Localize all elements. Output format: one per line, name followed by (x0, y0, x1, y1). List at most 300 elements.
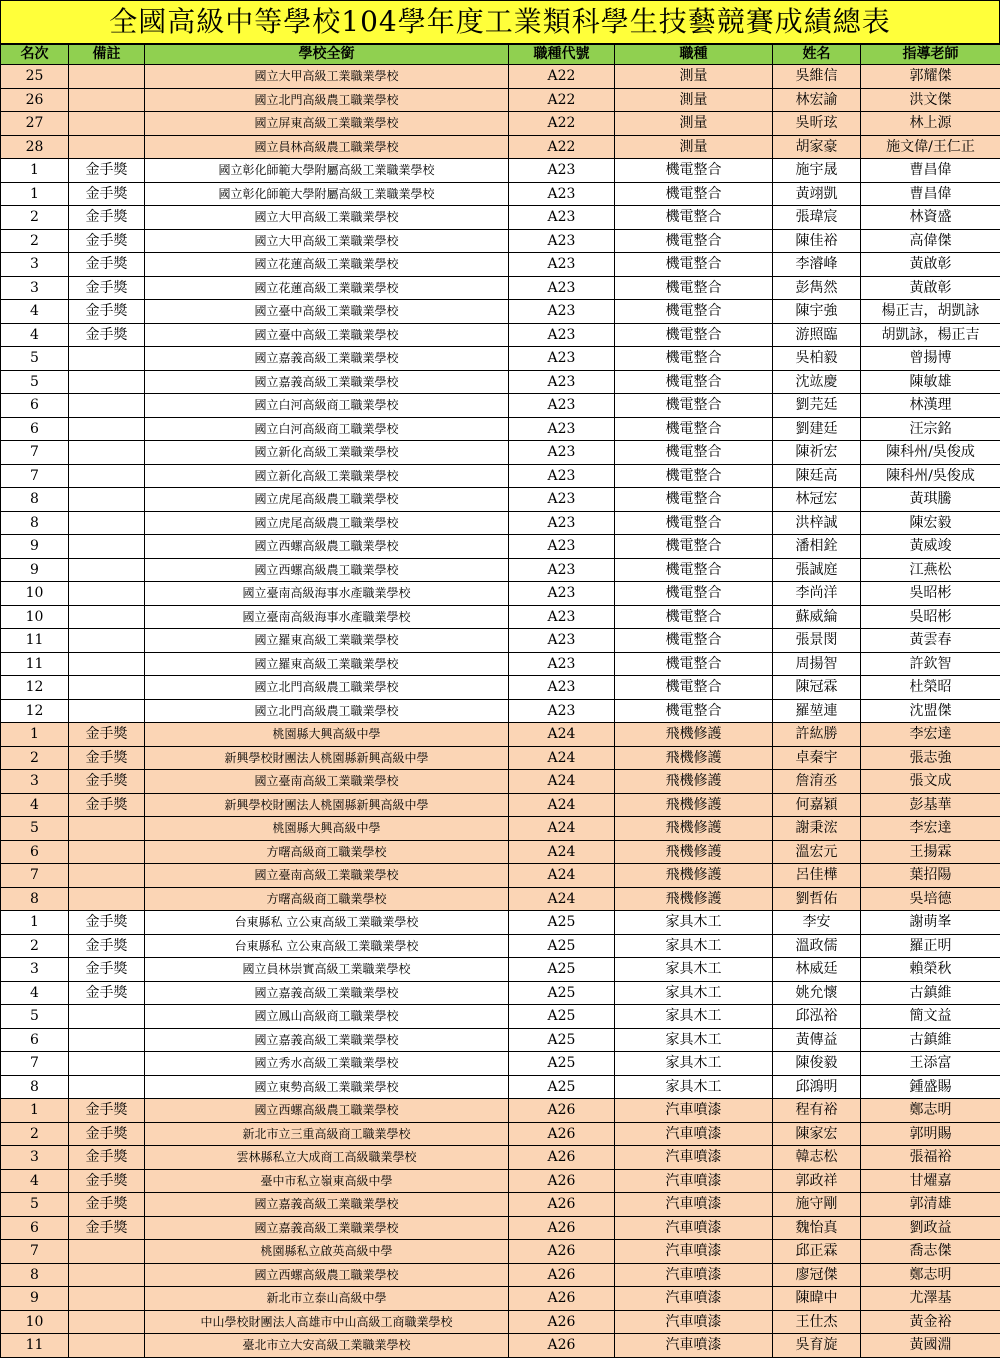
note-cell (69, 135, 145, 159)
header-teacher: 指導老師 (861, 45, 1000, 65)
note-cell: 金手獎 (69, 1193, 145, 1217)
name-cell: 李安 (773, 911, 861, 935)
trade-cell: 機電整合 (615, 511, 773, 535)
name-cell: 黃傳益 (773, 1028, 861, 1052)
note-cell: 金手獎 (69, 276, 145, 300)
note-cell (69, 676, 145, 700)
name-cell: 張瑋宸 (773, 206, 861, 230)
trade-cell: 機電整合 (615, 676, 773, 700)
code-cell: A23 (509, 629, 615, 653)
trade-cell: 機電整合 (615, 206, 773, 230)
note-cell: 金手獎 (69, 770, 145, 794)
table-row (1, 65, 1000, 89)
teacher-cell: 尤澤基 (861, 1287, 1000, 1311)
teacher-cell: 杜榮昭 (861, 676, 1000, 700)
page-title: 全國高級中等學校104學年度工業類科學生技藝競賽成績總表 (0, 0, 1000, 44)
school-cell: 國立員林崇實高級工業職業學校 (145, 958, 509, 982)
code-cell: A23 (509, 206, 615, 230)
trade-cell: 汽車噴漆 (615, 1287, 773, 1311)
code-cell: A26 (509, 1240, 615, 1264)
note-cell (69, 605, 145, 629)
school-cell: 國立嘉義高級工業職業學校 (145, 370, 509, 394)
table-row (1, 676, 1000, 700)
teacher-cell: 曹昌偉 (861, 182, 1000, 206)
rank-cell: 3 (1, 958, 69, 982)
code-cell: A23 (509, 182, 615, 206)
teacher-cell: 郭明賜 (861, 1122, 1000, 1146)
school-cell: 國立秀水高級工業職業學校 (145, 1052, 509, 1076)
name-cell: 劉哲佑 (773, 887, 861, 911)
name-cell: 張誠庭 (773, 558, 861, 582)
rank-cell: 6 (1, 1216, 69, 1240)
trade-cell: 機電整合 (615, 582, 773, 606)
trade-cell: 家具木工 (615, 958, 773, 982)
trade-cell: 家具木工 (615, 1075, 773, 1099)
school-cell: 國立新化高級工業職業學校 (145, 441, 509, 465)
code-cell: A23 (509, 159, 615, 183)
rank-cell: 3 (1, 1146, 69, 1170)
note-cell (69, 88, 145, 112)
name-cell: 姚允懷 (773, 981, 861, 1005)
name-cell: 吳昕玹 (773, 112, 861, 136)
table-row (1, 793, 1000, 817)
school-cell: 新興學校財團法人桃園縣新興高級中學 (145, 746, 509, 770)
school-cell: 國立新化高級工業職業學校 (145, 464, 509, 488)
code-cell: A23 (509, 511, 615, 535)
table-row (1, 88, 1000, 112)
school-cell: 國立臺南高級海事水產職業學校 (145, 605, 509, 629)
rank-cell: 9 (1, 558, 69, 582)
school-cell: 國立臺南高級海事水產職業學校 (145, 582, 509, 606)
teacher-cell: 鄭志明 (861, 1099, 1000, 1123)
table-row (1, 300, 1000, 324)
table-row (1, 1075, 1000, 1099)
note-cell (69, 65, 145, 89)
school-cell: 方曙高級商工職業學校 (145, 887, 509, 911)
rank-cell: 11 (1, 652, 69, 676)
teacher-cell: 洪文傑 (861, 88, 1000, 112)
trade-cell: 家具木工 (615, 981, 773, 1005)
name-cell: 許紘勝 (773, 723, 861, 747)
code-cell: A23 (509, 323, 615, 347)
header-note: 備註 (69, 45, 145, 65)
name-cell: 詹淯丞 (773, 770, 861, 794)
teacher-cell: 高偉傑 (861, 229, 1000, 253)
code-cell: A24 (509, 793, 615, 817)
rank-cell: 4 (1, 793, 69, 817)
note-cell (69, 347, 145, 371)
rank-cell: 1 (1, 723, 69, 747)
teacher-cell: 胡凱詠，楊正吉 (861, 323, 1000, 347)
trade-cell: 機電整合 (615, 182, 773, 206)
note-cell (69, 629, 145, 653)
code-cell: A23 (509, 464, 615, 488)
name-cell: 何嘉穎 (773, 793, 861, 817)
rank-cell: 27 (1, 112, 69, 136)
code-cell: A23 (509, 535, 615, 559)
teacher-cell: 曹昌偉 (861, 159, 1000, 183)
rank-cell: 7 (1, 441, 69, 465)
code-cell: A23 (509, 652, 615, 676)
teacher-cell: 張志強 (861, 746, 1000, 770)
note-cell: 金手獎 (69, 958, 145, 982)
teacher-cell: 陳科州/吳俊成 (861, 441, 1000, 465)
teacher-cell: 張文成 (861, 770, 1000, 794)
code-cell: A23 (509, 229, 615, 253)
rank-cell: 7 (1, 864, 69, 888)
code-cell: A22 (509, 135, 615, 159)
table-row (1, 1193, 1000, 1217)
teacher-cell: 吳昭彬 (861, 605, 1000, 629)
trade-cell: 家具木工 (615, 1005, 773, 1029)
name-cell: 邱鴻明 (773, 1075, 861, 1099)
school-cell: 國立北門高級農工職業學校 (145, 676, 509, 700)
school-cell: 國立羅東高級工業職業學校 (145, 652, 509, 676)
teacher-cell: 賴榮秋 (861, 958, 1000, 982)
name-cell: 廖冠傑 (773, 1263, 861, 1287)
trade-cell: 家具木工 (615, 1028, 773, 1052)
trade-cell: 汽車噴漆 (615, 1334, 773, 1358)
code-cell: A25 (509, 1005, 615, 1029)
school-cell: 新興學校財團法人桃園縣新興高級中學 (145, 793, 509, 817)
trade-cell: 機電整合 (615, 229, 773, 253)
trade-cell: 汽車噴漆 (615, 1169, 773, 1193)
school-cell: 中山學校財團法人高雄市中山高級工商職業學校 (145, 1310, 509, 1334)
teacher-cell: 王揚霖 (861, 840, 1000, 864)
table-row (1, 511, 1000, 535)
table-row (1, 1310, 1000, 1334)
name-cell: 李尚洋 (773, 582, 861, 606)
trade-cell: 汽車噴漆 (615, 1216, 773, 1240)
name-cell: 林宏諭 (773, 88, 861, 112)
table-row (1, 535, 1000, 559)
rank-cell: 12 (1, 676, 69, 700)
trade-cell: 家具木工 (615, 934, 773, 958)
school-cell: 新北市立泰山高級中學 (145, 1287, 509, 1311)
trade-cell: 機電整合 (615, 253, 773, 277)
teacher-cell: 黃威竣 (861, 535, 1000, 559)
table-row (1, 582, 1000, 606)
teacher-cell: 李宏達 (861, 817, 1000, 841)
table-row (1, 558, 1000, 582)
table-row (1, 229, 1000, 253)
table-row (1, 1028, 1000, 1052)
table-row (1, 723, 1000, 747)
name-cell: 林冠宏 (773, 488, 861, 512)
table-body (1, 65, 1000, 1358)
name-cell: 劉建廷 (773, 417, 861, 441)
code-cell: A26 (509, 1193, 615, 1217)
school-cell: 國立臺南高級工業職業學校 (145, 770, 509, 794)
teacher-cell: 鍾盛賜 (861, 1075, 1000, 1099)
name-cell: 陳祈宏 (773, 441, 861, 465)
rank-cell: 1 (1, 1099, 69, 1123)
table-row (1, 981, 1000, 1005)
rank-cell: 6 (1, 1028, 69, 1052)
header-row (1, 45, 1000, 65)
table-row (1, 253, 1000, 277)
name-cell: 施宇晟 (773, 159, 861, 183)
rank-cell: 7 (1, 1052, 69, 1076)
table-row (1, 417, 1000, 441)
table-row (1, 1240, 1000, 1264)
teacher-cell: 林資盛 (861, 206, 1000, 230)
school-cell: 國立嘉義高級工業職業學校 (145, 981, 509, 1005)
rank-cell: 4 (1, 981, 69, 1005)
code-cell: A23 (509, 370, 615, 394)
rank-cell: 11 (1, 1334, 69, 1358)
trade-cell: 飛機修護 (615, 887, 773, 911)
table-row (1, 464, 1000, 488)
code-cell: A23 (509, 441, 615, 465)
trade-cell: 機電整合 (615, 347, 773, 371)
teacher-cell: 黃國淵 (861, 1334, 1000, 1358)
code-cell: A23 (509, 253, 615, 277)
code-cell: A24 (509, 723, 615, 747)
rank-cell: 8 (1, 488, 69, 512)
school-cell: 國立彰化師範大學附屬高級工業職業學校 (145, 159, 509, 183)
school-cell: 國立北門高級農工職業學校 (145, 88, 509, 112)
trade-cell: 飛機修護 (615, 723, 773, 747)
code-cell: A23 (509, 699, 615, 723)
code-cell: A23 (509, 417, 615, 441)
note-cell: 金手獎 (69, 159, 145, 183)
trade-cell: 機電整合 (615, 464, 773, 488)
rank-cell: 1 (1, 911, 69, 935)
table-row (1, 840, 1000, 864)
school-cell: 國立嘉義高級工業職業學校 (145, 347, 509, 371)
code-cell: A25 (509, 1052, 615, 1076)
school-cell: 國立鳳山高級商工職業學校 (145, 1005, 509, 1029)
school-cell: 國立嘉義高級工業職業學校 (145, 1216, 509, 1240)
code-cell: A26 (509, 1122, 615, 1146)
note-cell (69, 394, 145, 418)
school-cell: 國立虎尾高級農工職業學校 (145, 488, 509, 512)
note-cell: 金手獎 (69, 981, 145, 1005)
code-cell: A22 (509, 112, 615, 136)
table-row (1, 206, 1000, 230)
results-table (0, 44, 1000, 1358)
name-cell: 陳佳裕 (773, 229, 861, 253)
name-cell: 彭雋然 (773, 276, 861, 300)
name-cell: 邱正霖 (773, 1240, 861, 1264)
school-cell: 國立白河高級商工職業學校 (145, 417, 509, 441)
trade-cell: 飛機修護 (615, 770, 773, 794)
table-row (1, 887, 1000, 911)
code-cell: A25 (509, 958, 615, 982)
code-cell: A25 (509, 981, 615, 1005)
code-cell: A24 (509, 770, 615, 794)
teacher-cell: 古鎮維 (861, 981, 1000, 1005)
school-cell: 新北市立三重高級商工職業學校 (145, 1122, 509, 1146)
rank-cell: 5 (1, 1005, 69, 1029)
table-row (1, 699, 1000, 723)
school-cell: 雲林縣私立大成商工高級職業學校 (145, 1146, 509, 1170)
table-row (1, 1052, 1000, 1076)
name-cell: 謝秉浤 (773, 817, 861, 841)
name-cell: 羅堃連 (773, 699, 861, 723)
table-row (1, 1169, 1000, 1193)
rank-cell: 6 (1, 417, 69, 441)
name-cell: 卓秦宇 (773, 746, 861, 770)
rank-cell: 4 (1, 1169, 69, 1193)
rank-cell: 5 (1, 370, 69, 394)
trade-cell: 機電整合 (615, 441, 773, 465)
school-cell: 桃園縣大興高級中學 (145, 723, 509, 747)
table-row (1, 958, 1000, 982)
table-row (1, 394, 1000, 418)
name-cell: 黃翊凱 (773, 182, 861, 206)
note-cell: 金手獎 (69, 1216, 145, 1240)
teacher-cell: 鄭志明 (861, 1263, 1000, 1287)
school-cell: 桃園縣私立啟英高級中學 (145, 1240, 509, 1264)
trade-cell: 機電整合 (615, 159, 773, 183)
rank-cell: 2 (1, 1122, 69, 1146)
school-cell: 國立西螺高級農工職業學校 (145, 1263, 509, 1287)
school-cell: 國立大甲高級工業職業學校 (145, 65, 509, 89)
rank-cell: 25 (1, 65, 69, 89)
trade-cell: 家具木工 (615, 911, 773, 935)
note-cell: 金手獎 (69, 323, 145, 347)
table-row (1, 770, 1000, 794)
code-cell: A26 (509, 1263, 615, 1287)
name-cell: 溫宏元 (773, 840, 861, 864)
trade-cell: 機電整合 (615, 394, 773, 418)
name-cell: 張景閔 (773, 629, 861, 653)
school-cell: 國立臺中高級工業職業學校 (145, 300, 509, 324)
name-cell: 李濬峰 (773, 253, 861, 277)
note-cell (69, 699, 145, 723)
school-cell: 臺中市私立嶺東高級中學 (145, 1169, 509, 1193)
teacher-cell: 林上源 (861, 112, 1000, 136)
note-cell (69, 1075, 145, 1099)
table-row (1, 159, 1000, 183)
trade-cell: 飛機修護 (615, 817, 773, 841)
teacher-cell: 楊正吉，胡凱詠 (861, 300, 1000, 324)
code-cell: A26 (509, 1334, 615, 1358)
teacher-cell: 陳宏毅 (861, 511, 1000, 535)
teacher-cell: 陳敏雄 (861, 370, 1000, 394)
name-cell: 陳宇強 (773, 300, 861, 324)
name-cell: 呂佳樺 (773, 864, 861, 888)
note-cell (69, 511, 145, 535)
code-cell: A24 (509, 817, 615, 841)
teacher-cell: 吳培德 (861, 887, 1000, 911)
table-row (1, 112, 1000, 136)
code-cell: A26 (509, 1169, 615, 1193)
rank-cell: 4 (1, 323, 69, 347)
name-cell: 陳廷高 (773, 464, 861, 488)
note-cell: 金手獎 (69, 1146, 145, 1170)
table-row (1, 441, 1000, 465)
school-cell: 國立臺南高級工業職業學校 (145, 864, 509, 888)
trade-cell: 汽車噴漆 (615, 1146, 773, 1170)
note-cell (69, 488, 145, 512)
note-cell (69, 817, 145, 841)
teacher-cell: 古鎮維 (861, 1028, 1000, 1052)
code-cell: A22 (509, 65, 615, 89)
teacher-cell: 陳科州/吳俊成 (861, 464, 1000, 488)
note-cell: 金手獎 (69, 746, 145, 770)
teacher-cell: 黃金裕 (861, 1310, 1000, 1334)
name-cell: 陳冠霖 (773, 676, 861, 700)
school-cell: 國立嘉義高級工業職業學校 (145, 1028, 509, 1052)
note-cell: 金手獎 (69, 229, 145, 253)
note-cell (69, 1028, 145, 1052)
note-cell (69, 1240, 145, 1264)
note-cell (69, 582, 145, 606)
rank-cell: 2 (1, 934, 69, 958)
rank-cell: 8 (1, 887, 69, 911)
code-cell: A24 (509, 887, 615, 911)
name-cell: 胡家豪 (773, 135, 861, 159)
name-cell: 劉芫廷 (773, 394, 861, 418)
note-cell: 金手獎 (69, 253, 145, 277)
note-cell: 金手獎 (69, 934, 145, 958)
table-row (1, 652, 1000, 676)
school-cell: 方曙高級商工職業學校 (145, 840, 509, 864)
name-cell: 吳柏毅 (773, 347, 861, 371)
school-cell: 國立西螺高級農工職業學校 (145, 535, 509, 559)
note-cell (69, 417, 145, 441)
note-cell (69, 887, 145, 911)
school-cell: 臺北市立大安高級工業職業學校 (145, 1334, 509, 1358)
code-cell: A23 (509, 300, 615, 324)
school-cell: 國立花蓮高級工業職業學校 (145, 276, 509, 300)
note-cell: 金手獎 (69, 723, 145, 747)
name-cell: 吳育旋 (773, 1334, 861, 1358)
school-cell: 台東縣私 立公東高級工業職業學校 (145, 911, 509, 935)
note-cell (69, 1334, 145, 1358)
school-cell: 國立羅東高級工業職業學校 (145, 629, 509, 653)
teacher-cell: 施文偉/王仁正 (861, 135, 1000, 159)
rank-cell: 3 (1, 253, 69, 277)
trade-cell: 汽車噴漆 (615, 1310, 773, 1334)
teacher-cell: 沈盟傑 (861, 699, 1000, 723)
table-row (1, 1263, 1000, 1287)
rank-cell: 8 (1, 511, 69, 535)
teacher-cell: 葉招陽 (861, 864, 1000, 888)
name-cell: 蘇威綸 (773, 605, 861, 629)
teacher-cell: 郭耀傑 (861, 65, 1000, 89)
rank-cell: 6 (1, 840, 69, 864)
name-cell: 郭政祥 (773, 1169, 861, 1193)
school-cell: 國立西螺高級農工職業學校 (145, 1099, 509, 1123)
note-cell: 金手獎 (69, 182, 145, 206)
name-cell: 王仕杰 (773, 1310, 861, 1334)
teacher-cell: 黃琪騰 (861, 488, 1000, 512)
note-cell: 金手獎 (69, 911, 145, 935)
name-cell: 邱泓裕 (773, 1005, 861, 1029)
trade-cell: 汽車噴漆 (615, 1193, 773, 1217)
trade-cell: 測量 (615, 88, 773, 112)
code-cell: A24 (509, 746, 615, 770)
table-row (1, 1005, 1000, 1029)
header-rank: 名次 (1, 45, 69, 65)
school-cell: 國立白河高級商工職業學校 (145, 394, 509, 418)
code-cell: A23 (509, 605, 615, 629)
rank-cell: 3 (1, 770, 69, 794)
name-cell: 韓志松 (773, 1146, 861, 1170)
code-cell: A25 (509, 911, 615, 935)
table-row (1, 1216, 1000, 1240)
rank-cell: 28 (1, 135, 69, 159)
header-school: 學校全銜 (145, 45, 509, 65)
note-cell: 金手獎 (69, 1169, 145, 1193)
trade-cell: 機電整合 (615, 276, 773, 300)
name-cell: 溫政儒 (773, 934, 861, 958)
teacher-cell: 林漢理 (861, 394, 1000, 418)
